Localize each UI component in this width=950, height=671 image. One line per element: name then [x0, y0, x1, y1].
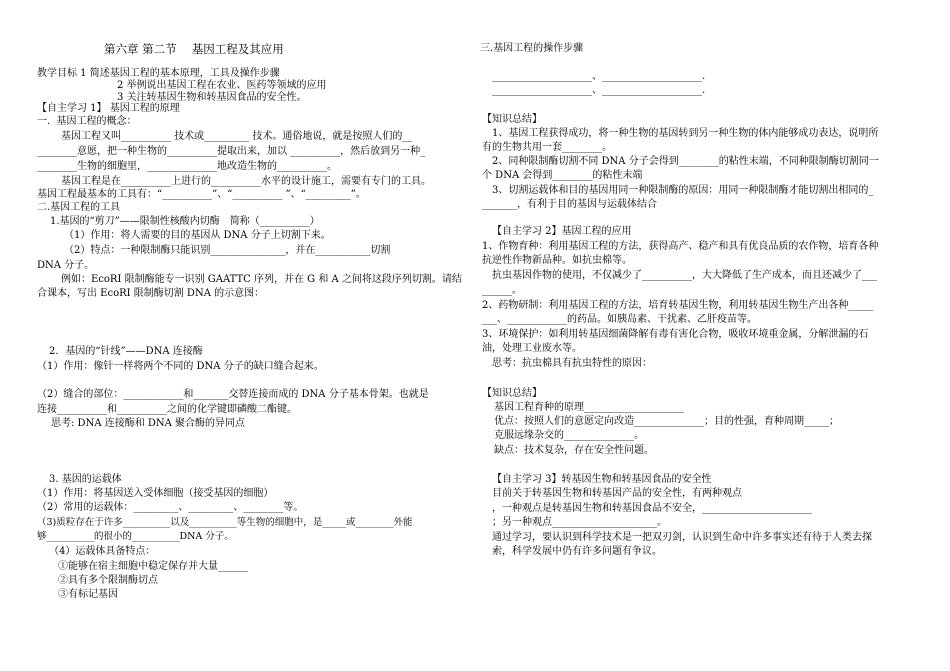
concept-line-2: ________意愿，把一种生物的__________提取出来，加以 __________，然后放到另一种_	[37, 146, 426, 157]
study-2-heading: 【自主学习 2】基因工程的应用	[492, 226, 632, 237]
needle-site-cont: 连接__________和__________之间的化学键即磷酸二酯键。	[37, 404, 297, 415]
plasmid-line-cont: 够__________的很小的__________DNA 分子。	[37, 531, 234, 542]
needle-site: （2）缝合的部位：____________和_______交替连接而成的 DNA 分子基本骨架。也就是	[37, 389, 429, 400]
safety-conclusion-cont: 索，科学发展中仍有许多问题有争议。	[492, 546, 662, 557]
plasmid-line: （3)质粒存在于许多__________以及__________等生物的细胞中，是_____或________外能	[37, 517, 413, 528]
ecori-example: 例如：EcoRI 限制酶能专一识别 GAATTC 序列，并在 G 和 A 之间将这段序列切割。请结	[61, 274, 462, 285]
vector-heading: 3. 基因的运载体	[49, 474, 122, 485]
application-1-effect-cont: ______。	[482, 285, 522, 296]
vector-feature-3: ③有标记基因	[58, 589, 118, 600]
application-3-cont: 油，处理工业废水等。	[482, 343, 582, 354]
steps-heading: 三.基因工程的操作步骤	[480, 43, 584, 54]
concept-line-4: 基因工程是在__________上进行的__________水平的设计施工，需要有专门的工具。	[61, 176, 431, 187]
vector-function: （1）作用：将基因送入受体细胞（接受基因的细胞）	[37, 488, 274, 499]
concept-heading: 一. 基因工程的概念：	[37, 116, 137, 127]
scissors-function: （1）作用：将人需要的目的基因从 DNA 分子上切割下来。	[64, 230, 331, 241]
ecori-example-cont: 合课本，写出 EcoRI 限制酶切割 DNA 的示意图：	[37, 288, 265, 299]
safety-view-1: ，一种观点是转基因生物和转基因食品不安全，______________________	[492, 503, 812, 514]
scissors-feature-cont: DNA 分子。	[37, 260, 95, 271]
goal-3: 3 关注转基因生物和转基因食品的安全性。	[117, 92, 307, 103]
summary-1-item-2: 2、同种限制酶切割不同 DNA 分子会得到________的粘性末端，不同种限制酶切割同一	[492, 156, 879, 167]
needle-heading: 2．基因的“针线”——DNA 连接酶	[49, 346, 203, 357]
summary-1-item-1-cont: 有的生物共用一套________。	[482, 142, 612, 153]
summary-1-item-1: 1、基因工程获得成功，将一种生物的基因转到另一种生物的体内能够成功表达，说明所	[492, 128, 879, 139]
application-1-effect: 抗虫基因作物的使用，不仅减少了__________，大大降低了生产成本，而且还减少了___	[492, 270, 877, 281]
steps-line-1: ____________________、____________________.	[492, 71, 706, 82]
application-1: 1、作物育种：利用基因工程的方法，获得高产、稳产和具有优良品质的农作物，培育各种	[482, 241, 879, 252]
summary-1-item-3: 3、切割运载体和目的基因用同一种限制酶的原因：用同一种限制酶才能切割出相同的_	[492, 185, 874, 196]
safety-conclusion: 通过学习，要认识到科学技术是一把双刃剑，认识到生命中许多事实还有待于人类去探	[492, 532, 872, 543]
summary-2-heading: 【知识总结】	[482, 388, 542, 399]
needle-function: （1）作用：像针一样将两个不同的 DNA 分子的缺口缝合起来。	[37, 361, 324, 372]
summary-1-heading: 【知识总结】	[482, 114, 542, 125]
application-2-cont: ___、____________的药品。如胰岛素、干扰素、乙肝疫苗等。	[482, 314, 757, 325]
summary-2-principle: 基因工程育种的原理____________________	[494, 402, 684, 413]
summary-2-advantages-cont: 克服远缘杂交的______________。	[494, 430, 644, 441]
concept-line-5: 基因工程最基本的工具有：“__________”、“__________ ”、“_________”。	[37, 189, 366, 200]
application-2: 2、药物研制：利用基因工程的方法，培育转基因生物，利用转基因生物生产出各种_____	[482, 300, 874, 311]
goal-1: 教学目标 1 简述基因工程的基本原理，工具及操作步骤	[37, 68, 280, 79]
scissors-heading: 1.基因的“剪刀”——限制性核酸内切酶 简称（__________）	[50, 216, 320, 227]
vector-feature-1: ①能够在宿主细胞中稳定保存并大量______	[58, 561, 248, 572]
tools-heading: 二.基因工程的工具	[37, 202, 121, 213]
goal-2: 2 举例说出基因工程在农业、医药等领域的应用	[117, 80, 327, 91]
safety-intro: 目前关于转基因生物和转基因产品的安全性，有两种观点	[492, 488, 742, 499]
application-1-cont: 抗逆性作物新品种。如抗虫棉等。	[482, 255, 632, 266]
scissors-feature: （2）特点：一种限制酶只能识别_______________，并在___________切割	[64, 245, 391, 256]
summary-2-disadvantages: 缺点：技术复杂，存在安全性问题。	[494, 445, 654, 456]
vector-common: （2）常用的运载体：_________、_________、________等。	[37, 502, 304, 513]
study-3-heading: 【自主学习 3】转基因生物和转基因食品的安全性	[492, 474, 712, 485]
vector-features-heading: （4）运载体具备特点：	[49, 546, 156, 557]
page-title: 第六章 第二节 基因工程及其应用	[104, 42, 284, 56]
safety-view-2: ；另一种观点_____________________。	[492, 517, 667, 528]
application-3: 3、环境保护：如利用转基因细菌降解有毒有害化合物，吸收环境重金属，分解泄漏的石	[482, 329, 869, 340]
summary-1-item-3-cont: _______，有利于目的基因与运载体结合	[482, 199, 657, 210]
concept-line-1: 基因工程又叫__________ 技术或_________ 技术。通俗地说，就是按照人们的__	[61, 131, 413, 142]
summary-2-advantages: 优点：按照人们的意愿定向改造______________；目的性强，育种周期_____；	[494, 416, 839, 427]
vector-feature-2: ②具有多个限制酶切点	[58, 575, 158, 586]
concept-line-3: ________生物的细胞里，______________地改造生物的__________。	[37, 161, 337, 172]
application-think: 思考：抗虫棉具有抗虫特性的原因：	[492, 358, 652, 369]
needle-think: 思考: DNA 连接酶和 DNA 聚合酶的异同点	[51, 418, 246, 429]
summary-1-item-2-cont: 个 DNA 会得到________的粘性末端	[482, 170, 643, 181]
study-1-heading: 【自主学习 1】 基因工程的原理	[37, 103, 180, 114]
steps-line-2: ____________________、____________________.	[492, 85, 706, 96]
